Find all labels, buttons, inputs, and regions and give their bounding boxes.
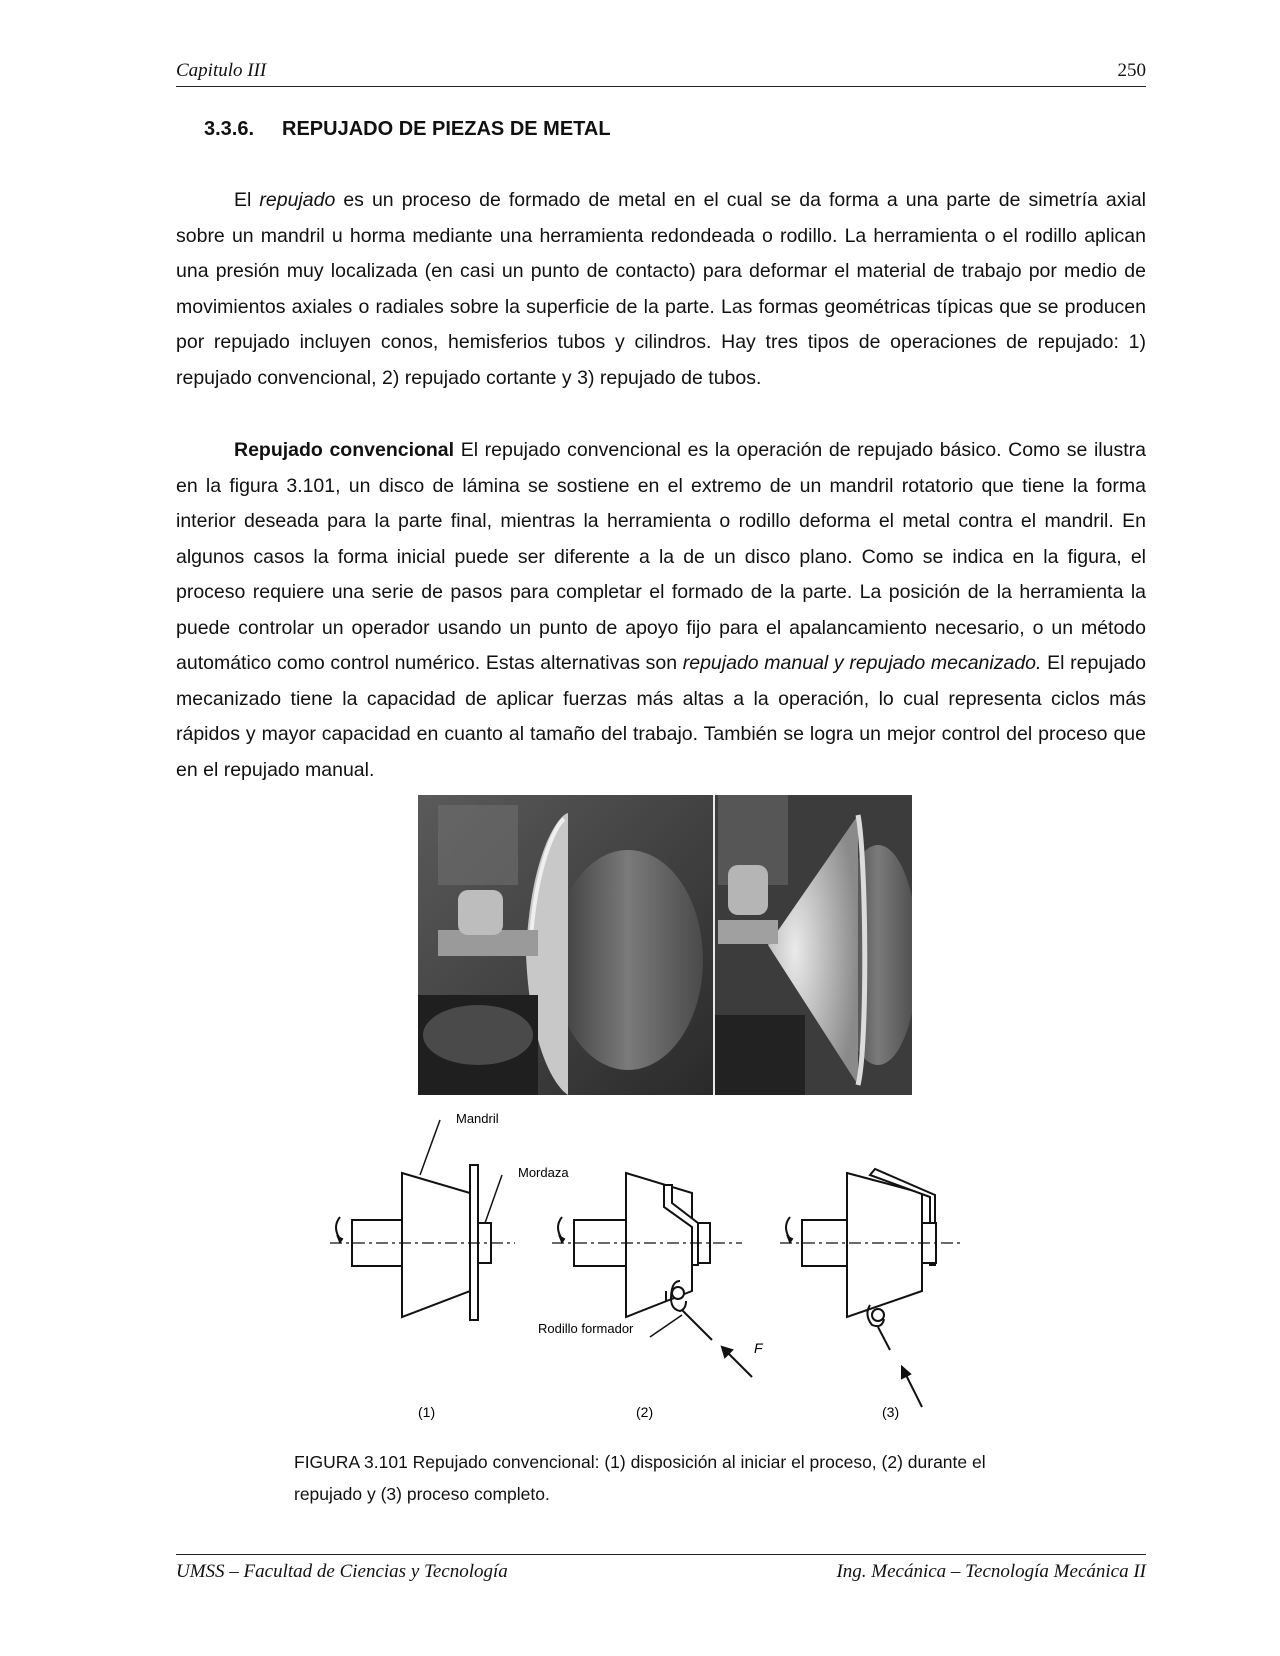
photo-right [715, 795, 912, 1095]
label-step-2: (2) [636, 1404, 654, 1420]
spinning-diagram [330, 1105, 1030, 1435]
figure-caption: FIGURA 3.101 Repujado convencional: (1) disposición al iniciar el proceso, (2) durante el repujado y (3) proceso completo. [294, 1452, 986, 1504]
chapter-label: Capitulo III [176, 60, 267, 81]
label-force: F [754, 1340, 763, 1356]
paragraph-intro [176, 183, 1146, 396]
section-title: REPUJADO DE PIEZAS DE METAL [282, 118, 611, 140]
paragraph-conventional [176, 433, 1146, 788]
term-conventional: Repujado convencional [234, 439, 455, 461]
photo-left [418, 795, 713, 1095]
section-number: 3.3.6. [204, 118, 255, 140]
section-heading [204, 118, 611, 141]
term-manual-mechanized: repujado manual y repujado mecanizado. [682, 652, 1042, 674]
diagram-step-2 [552, 1173, 752, 1377]
paragraph-intro-lead: El [234, 189, 260, 211]
page-number: 250 [1117, 60, 1146, 81]
paragraph-conventional-body: El repujado convencional es la operación de repujado básico. Como se ilustra en la figura 3.101, un disco de lámina se sostiene en el extremo de un mandril rotatorio que tiene la forma interior deseada para la parte final, mientras la herramienta o rodillo deforma el metal contra el mandril. En algunos casos la forma inicial puede ser diferente a la de un disco plano. Como se indica en la figura, el proceso requiere una serie de pasos para completar el formado de la parte. La posición de la herramienta la puede controlar un operador usando un punto de apoyo fijo para el apalancamiento necesario, o un método automático como control numérico. Estas alternativas son [176, 439, 1146, 674]
footer-course: Ing. Mecánica – Tecnología Mecánica II [836, 1561, 1146, 1582]
paragraph-intro-body: es un proceso de formado de metal en el cual se da forma a una parte de simetría axial sobre un mandril u horma mediante una herramienta redondeada o rodillo. La herramienta o el rodillo aplican una presión muy localizada (en casi un punto de contacto) para deformar el material de trabajo por medio de movimientos axiales o radiales sobre la superficie de la parte. Las formas geométricas típicas que se producen por repujado incluyen conos, hemisferios tubos y cilindros. Hay tres tipos de operaciones de repujado: 1) repujado convencional, 2) repujado cortante y 3) repujado de tubos. [176, 189, 1146, 389]
label-step-3: (3) [882, 1404, 900, 1420]
label-rodillo: Rodillo formador [538, 1321, 634, 1336]
spinning-photo [418, 795, 912, 1095]
label-mandril: Mandril [456, 1111, 499, 1126]
paragraph-conventional-end: El repujado mecanizado tiene la capacidad de aplicar fuerzas más altas a la operación, lo cual representa ciclos más rápidos y mayor capacidad en cuanto al tamaño del trabajo. También se logra un mejor control del proceso que en el repujado manual. [176, 652, 1147, 781]
label-step-1: (1) [418, 1404, 436, 1420]
diagram-step-1 [330, 1120, 515, 1320]
page-header [176, 58, 1146, 87]
label-mordaza: Mordaza [518, 1165, 569, 1180]
page-footer [176, 1554, 1146, 1585]
diagram-step-3 [780, 1169, 960, 1407]
term-repujado: repujado [259, 189, 336, 211]
footer-institution: UMSS – Facultad de Ciencias y Tecnología [176, 1561, 508, 1582]
